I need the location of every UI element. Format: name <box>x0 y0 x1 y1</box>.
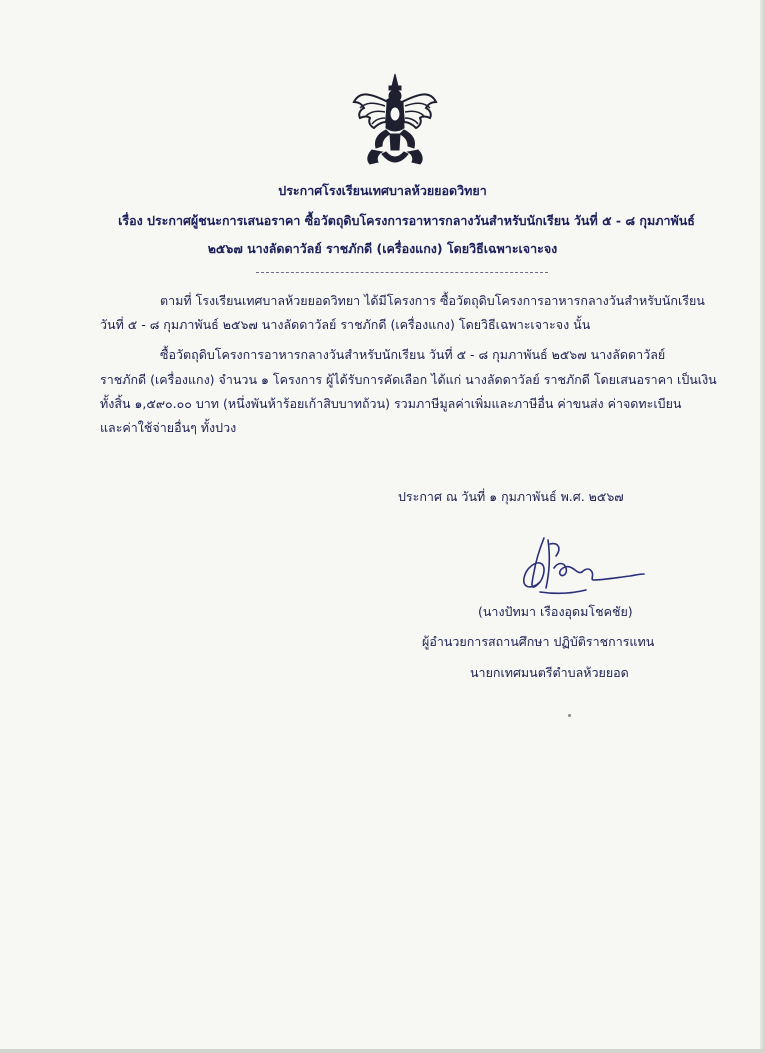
handwritten-signature <box>510 534 650 604</box>
subject-line-1: เรื่อง ประกาศผู้ชนะการเสนอราคา ซื้อวัตถุดิบโครงการอาหารกลางวันสำหรับนักเรียน วันที่ ๕ - ๘ กุมภาพันธ์ <box>118 213 695 228</box>
document-title: ประกาศโรงเรียนเทศบาลห้วยยอดวิทยา <box>278 183 487 198</box>
paragraph-1-line-1: ตามที่ โรงเรียนเทศบาลห้วยยอดวิทยา ได้มีโครงการ ซื้อวัตถุดิบโครงการอาหารกลางวันสำหรับนักเรียน <box>160 293 705 308</box>
paragraph-2-line-3: ทั้งสิ้น ๑,๕๙๐.๐๐ บาท (หนึ่งพันห้าร้อยเก้าสิบบาทถ้วน) รวมภาษีมูลค่าเพิ่มและภาษีอื่น ค่าขนส่ง ค่าจดทะเบียน <box>100 396 682 411</box>
paragraph-2-line-1: ซื้อวัตถุดิบโครงการอาหารกลางวันสำหรับนักเรียน วันที่ ๕ - ๘ กุมภาพันธ์ ๒๕๖๗ นางลัดดาวัลย์ <box>160 347 666 362</box>
page-edge-right <box>760 0 765 1053</box>
page-edge-bottom <box>0 1049 765 1053</box>
paragraph-2-line-4: และค่าใช้จ่ายอื่นๆ ทั้งปวง <box>100 420 237 435</box>
garuda-emblem-icon <box>352 72 438 170</box>
subject-line-2: ๒๕๖๗ นางลัดดาวัลย์ ราชภักดี (เครื่องแกง) โดยวิธีเฉพาะเจาะจง <box>207 241 558 256</box>
title-divider <box>256 272 548 273</box>
scan-speck <box>568 714 571 717</box>
announcement-date: ประกาศ ณ วันที่ ๑ กุมภาพันธ์ พ.ศ. ๒๕๖๗ <box>398 489 624 504</box>
paragraph-2-line-2: ราชภักดี (เครื่องแกง) จำนวน ๑ โครงการ ผู้ได้รับการคัดเลือก ได้แก่ นางลัดดาวัลย์ ราชภักดี โดยเสนอราคา เป็นเงิน <box>100 372 717 387</box>
signatory-position-1: ผู้อำนวยการสถานศึกษา ปฏิบัติราชการแทน <box>422 634 655 649</box>
signatory-position-2: นายกเทศมนตรีตำบลห้วยยอด <box>470 665 629 680</box>
paragraph-1-line-2: วันที่ ๕ - ๘ กุมภาพันธ์ ๒๕๖๗ นางลัดดาวัลย์ ราชภักดี (เครื่องแกง) โดยวิธีเฉพาะเจาะจง นั้น <box>100 317 591 332</box>
signatory-name: (นางปัทมา เรืองอุดมโชคชัย) <box>478 604 633 619</box>
